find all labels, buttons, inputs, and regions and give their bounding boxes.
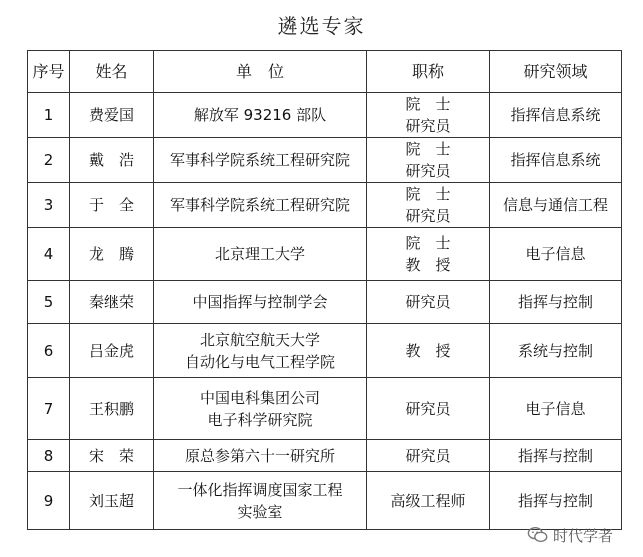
cell-unit (154, 93, 367, 138)
cell-field: 信息与通信工程 (490, 183, 622, 228)
cell-no: 6 (28, 324, 70, 378)
cell-no: 3 (28, 183, 70, 228)
cell-no: 8 (28, 440, 70, 472)
cell-name: 秦继荣 (70, 281, 154, 324)
cell-no: 9 (28, 472, 70, 530)
unit-line: 解放军 93216 部队 (193, 106, 327, 124)
title-line: 研究员 (405, 117, 451, 135)
table-row (28, 281, 622, 324)
cell-title (367, 138, 490, 183)
unit-line: 军事科学院系统工程研究院 (169, 151, 350, 169)
cell-name: 吕金虎 (70, 324, 154, 378)
watermark (527, 522, 639, 548)
cell-name: 王积鹏 (70, 378, 154, 440)
header-unit: 单 位 (154, 51, 367, 93)
cell-no: 1 (28, 93, 70, 138)
cell-unit (154, 324, 367, 378)
page-title: 遴选专家 (277, 14, 366, 38)
header-name: 姓名 (70, 51, 154, 93)
wechat-icon (527, 524, 549, 546)
cell-name: 于 全 (70, 183, 154, 228)
unit-line: 实验室 (237, 502, 283, 521)
unit-line: 自动化与电气工程学院 (184, 352, 335, 371)
table-row (28, 183, 622, 228)
cell-name: 费爱国 (70, 93, 154, 138)
table-row (28, 228, 622, 281)
header-field: 研究领域 (490, 51, 622, 93)
table-row (28, 440, 622, 472)
cell-unit (154, 228, 367, 281)
unit-line: 电子科学研究院 (207, 410, 313, 429)
unit-line: 原总参第六十一研究所 (184, 446, 335, 465)
unit-line: 中国电科集团公司 (199, 388, 320, 407)
title-line: 院 士 (405, 185, 451, 203)
title-line: 研究员 (405, 293, 451, 311)
cell-no: 5 (28, 281, 70, 324)
cell-name: 宋 荣 (70, 440, 154, 472)
cell-field: 指挥与控制 (490, 440, 622, 472)
cell-unit (154, 440, 367, 472)
cell-unit (154, 281, 367, 324)
table-row (28, 472, 622, 530)
cell-title (367, 93, 490, 138)
cell-unit (154, 183, 367, 228)
title-line: 院 士 (405, 140, 451, 158)
cell-no: 7 (28, 378, 70, 440)
watermark-text: 时代学者 (553, 526, 614, 545)
unit-line: 中国指挥与控制学会 (192, 293, 328, 311)
cell-field: 指挥与控制 (490, 281, 622, 324)
title-line: 研究员 (405, 207, 451, 225)
cell-unit (154, 378, 367, 440)
cell-no: 4 (28, 228, 70, 281)
title-line: 教 授 (405, 256, 451, 274)
cell-title (367, 228, 490, 281)
unit-line: 北京理工大学 (214, 245, 305, 263)
title-line: 研究员 (405, 162, 451, 180)
cell-name: 戴 浩 (70, 138, 154, 183)
table-header-row (28, 51, 622, 93)
title-line: 院 士 (405, 234, 451, 252)
table-row (28, 138, 622, 183)
table-row (28, 93, 622, 138)
cell-field: 指挥信息系统 (490, 93, 622, 138)
cell-title (367, 472, 490, 530)
table-row (28, 324, 622, 378)
cell-unit (154, 138, 367, 183)
unit-line: 北京航空航天大学 (199, 330, 320, 349)
title-line: 研究员 (405, 399, 451, 418)
cell-field: 指挥信息系统 (490, 138, 622, 183)
cell-field: 系统与控制 (490, 324, 622, 378)
table-row (28, 378, 622, 440)
unit-line: 军事科学院系统工程研究院 (169, 196, 350, 214)
cell-title (367, 324, 490, 378)
title-line: 高级工程师 (390, 491, 466, 510)
cell-field: 指挥与控制 (490, 472, 622, 530)
cell-title (367, 183, 490, 228)
title-line: 院 士 (405, 95, 451, 113)
cell-no: 2 (28, 138, 70, 183)
header-no: 序号 (28, 51, 70, 93)
title-line: 教 授 (405, 341, 451, 360)
header-title: 职称 (367, 51, 490, 93)
cell-title (367, 378, 490, 440)
cell-name: 刘玉超 (70, 472, 154, 530)
expert-table (27, 50, 622, 530)
title-line: 研究员 (405, 446, 451, 465)
cell-field: 电子信息 (490, 228, 622, 281)
cell-title (367, 281, 490, 324)
cell-title (367, 440, 490, 472)
cell-unit (154, 472, 367, 530)
unit-line: 一体化指挥调度国家工程 (177, 480, 343, 499)
cell-field: 电子信息 (490, 378, 622, 440)
cell-name: 龙 腾 (70, 228, 154, 281)
